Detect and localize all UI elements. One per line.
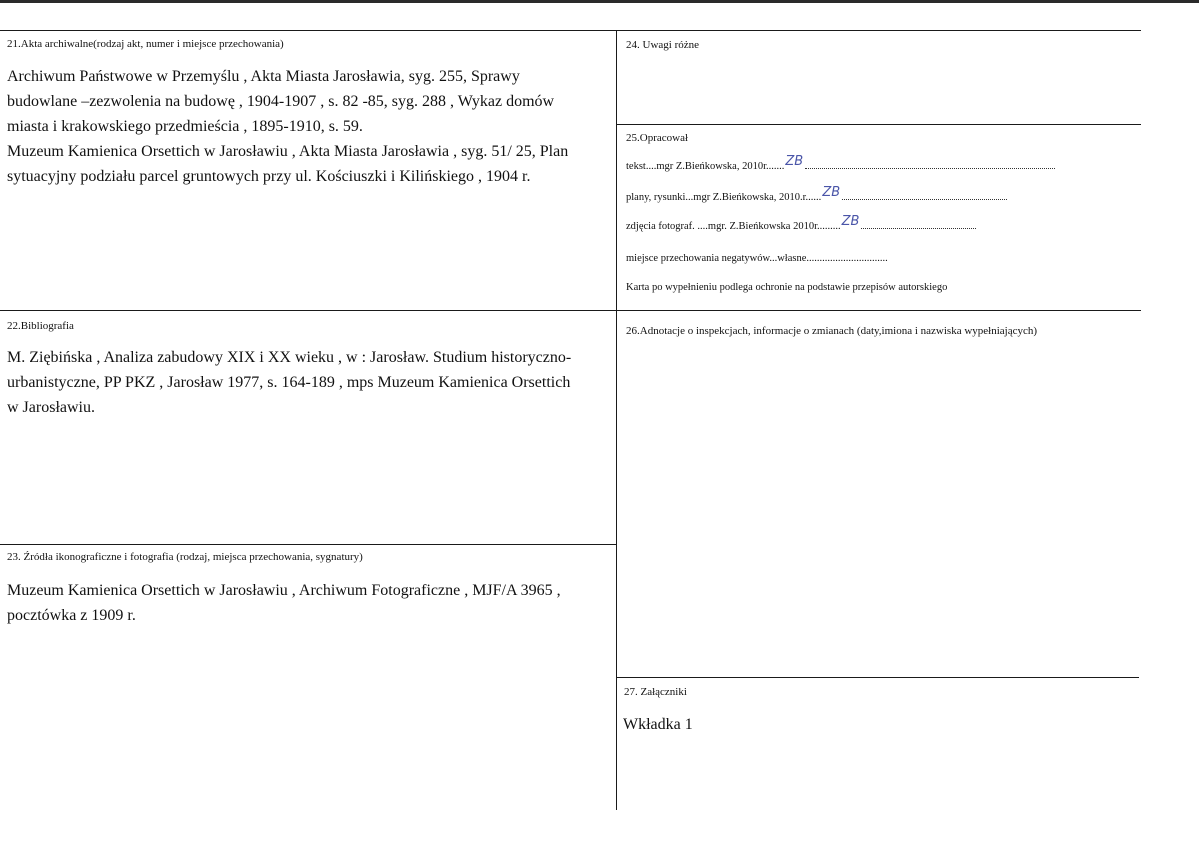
zdjecia-text: zdjęcia fotograf. ....mgr. Z.Bieńkowska 2010r......... <box>626 221 841 232</box>
section-27-heading: 27. Załączniki <box>624 686 687 698</box>
section-21-content <box>7 64 568 189</box>
section-21-heading: 21.Akta archiwalne(rodzaj akt, numer i miejsce przechowania) <box>7 38 284 50</box>
section-22-line: M. Ziębińska , Analiza zabudowy XIX i XX wieku , w : Jarosław. Studium historyczno- <box>7 349 572 366</box>
section-27-content: Wkładka 1 <box>623 716 693 733</box>
rule-24-25 <box>617 124 1141 125</box>
section-26-heading: 26.Adnotacje o inspekcjach, informacje o zmianach (daty,imiona i nazwiska wypełniających) <box>626 325 1038 337</box>
section-21-line: miasta i krakowskiego przedmieścia , 1895-1910, s. 59. <box>7 118 363 135</box>
rule-21-22 <box>0 310 617 311</box>
section-22-line: urbanistyczne, PP PKZ , Jarosław 1977, s. 164-189 , mps Muzeum Kamienica Orsettich <box>7 374 571 391</box>
dotted-leader <box>842 198 1007 200</box>
karta-note: Karta po wypełnieniu podlega ochronie na podstawie przepisów autorskiego <box>626 282 948 293</box>
dotted-leader <box>861 227 976 229</box>
signature-initials: ZB <box>841 214 860 229</box>
section-25-heading: 25.Opracował <box>626 132 689 144</box>
section-23-line: pocztówka z 1909 r. <box>7 607 136 624</box>
rule-22-23 <box>0 544 617 545</box>
section-21-line: Archiwum Państwowe w Przemyślu , Akta Miasta Jarosławia, syg. 255, Sprawy <box>7 68 520 85</box>
zdjecia-entry <box>626 214 976 233</box>
plany-entry <box>626 185 1007 204</box>
plany-text: plany, rysunki...mgr Z.Bieńkowska, 2010.r...... <box>626 192 822 203</box>
rule-25-26 <box>617 310 1141 311</box>
negatywy-entry: miejsce przechowania negatywów...własne............................... <box>626 253 888 264</box>
signature-initials: ZB <box>785 154 804 169</box>
dotted-leader <box>805 167 1055 169</box>
top-rule <box>0 30 1141 31</box>
section-21-line: Muzeum Kamienica Orsettich w Jarosławiu , Akta Miasta Jarosławia , syg. 51/ 25, Plan <box>7 143 569 160</box>
tekst-entry <box>626 154 1055 173</box>
tekst-text: tekst....mgr Z.Bieńkowska, 2010r....... <box>626 161 785 172</box>
section-23-line: Muzeum Kamienica Orsettich w Jarosławiu , Archiwum Fotograficzne , MJF/A 3965 , <box>7 582 561 599</box>
section-21-line: sytuacyjny podziału parcel gruntowych przy ul. Kościuszki i Kilińskiego , 1904 r. <box>7 168 531 185</box>
section-24-heading: 24. Uwagi różne <box>626 39 700 51</box>
section-22-content <box>7 345 571 420</box>
section-22-line: w Jarosławiu. <box>7 399 95 416</box>
section-22-heading: 22.Bibliografia <box>7 320 74 332</box>
signature-initials: ZB <box>822 185 841 200</box>
section-23-heading: 23. Źródła ikonograficzne i fotografia (rodzaj, miejsca przechowania, sygnatury) <box>7 551 363 563</box>
section-21-line: budowlane –zezwolenia na budowę , 1904-1907 , s. 82 -85, syg. 288 , Wykaz domów <box>7 93 555 110</box>
rule-26-27 <box>617 677 1139 678</box>
scan-edge <box>0 0 1199 3</box>
section-23-content <box>7 578 561 628</box>
vertical-divider <box>616 30 617 810</box>
